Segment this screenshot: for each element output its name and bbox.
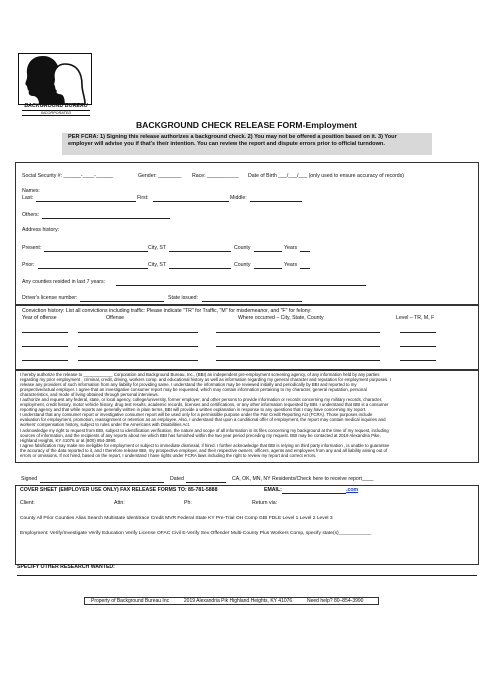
col-offense: Offense	[106, 315, 125, 321]
email-input[interactable]	[282, 493, 346, 494]
address-history-label: Address history:	[22, 227, 60, 233]
conviction-row-3-year[interactable]	[22, 360, 68, 361]
col-level: Level – TR, M, F	[396, 315, 435, 321]
other-names-input[interactable]	[42, 218, 170, 219]
date-input[interactable]	[186, 482, 226, 483]
authorization-line: employment, credit history, motor vehicle history, drug test results, academic records, licenses and certifications, or any other information requested by BBI. I understand that BBI is a consumer	[20, 402, 389, 408]
col-year-of-offense: Year of offense	[22, 315, 57, 321]
conviction-row-1-year[interactable]	[22, 332, 68, 333]
prior-address-label: Prior:	[22, 262, 35, 268]
authorization-line: Highland Heights, KY 41076 or at (800) 854-3990.	[20, 437, 117, 443]
state-issued-label: State issued:	[168, 295, 198, 301]
middle-name-label: Middle:	[230, 195, 247, 201]
prior-county-input[interactable]	[254, 268, 282, 269]
ssn-field[interactable]: Social Security #: ______-____-______	[22, 173, 114, 179]
first-name-label: First:	[137, 195, 149, 201]
present-years-input[interactable]	[300, 251, 310, 252]
authorization-line: errors or omissions. If not hired, based on the report, I understand I have rights under FCRA laws including the right to review my report and correct errors.	[20, 452, 317, 458]
dob-field[interactable]: Date of Birth ___/___/___ (only used to ensure accuracy of records)	[248, 173, 404, 179]
conviction-row-3-offense[interactable]	[78, 360, 198, 361]
conviction-row-1-offense[interactable]	[78, 332, 198, 333]
footer-bar	[84, 597, 379, 605]
cover-sheet-section	[15, 485, 479, 565]
state-issued-input[interactable]	[202, 301, 302, 302]
logo-mark	[18, 53, 92, 105]
authorization-line: characteristics, and mode of living obtained through personal interviews.	[20, 392, 159, 398]
authorization-line: release any providers of such information from any liability for providing same. I understand the information may be reviewed initially and periodically by BBI and reported to my	[20, 382, 357, 388]
names-label: Names:	[22, 188, 40, 194]
conviction-row-1-level[interactable]	[400, 332, 436, 333]
logo-name: BACKGROUND BUREAU	[24, 103, 88, 109]
fcra-notice-line1: PER FCRA: 1) Signing this release authorizes a background check. 2) You may not be offered a position based on it. 3) Your	[68, 134, 397, 140]
signed-label: Signed	[21, 476, 38, 482]
footer-property: Property of Background Bureau Inc	[91, 598, 170, 604]
present-years-label: Years	[284, 245, 298, 251]
authorization-text	[20, 372, 476, 458]
present-city-input[interactable]	[169, 251, 231, 252]
silhouette-faces-icon	[19, 54, 91, 104]
email-domain: .com	[346, 487, 359, 493]
signature-input[interactable]	[40, 482, 164, 483]
authorization-section	[15, 370, 479, 463]
prior-county-label: County	[234, 262, 251, 268]
authorization-line: regarding my prior employment , criminal, credit, driving, workers comp. and educational history as well as information regarding my general character and reputation for employment purposes. I	[20, 377, 391, 383]
email-label: EMAIL:	[264, 487, 282, 493]
counties-label: Any counties resided in last 7 years:	[22, 279, 106, 285]
prior-address-input[interactable]	[38, 268, 148, 269]
drivers-license-input[interactable]	[80, 301, 164, 302]
race-field[interactable]: Race: ___________	[192, 173, 239, 179]
prior-city-label: City, ST	[148, 262, 167, 268]
authorization-line: prospective/actual employer. I agree that an investigative consumer report may be requested, which may contain information pertaining to my character, general reputation, personal	[20, 387, 367, 393]
conviction-row-2-offense[interactable]	[78, 346, 198, 347]
counties-input[interactable]	[116, 285, 366, 286]
state-residents-checkbox[interactable]: CA, OK, MN, NY Residents/Check here to receive report____	[232, 476, 374, 482]
authorization-line: I authorize and request any federal, state, or local agency, college/university, former employer, and other persons to provide information or records concerning my military records, character,	[20, 397, 383, 403]
other-names-label: Others:	[22, 212, 40, 218]
cover-header: COVER SHEET (EMPLOYER USE ONLY) FAX RELEASE FORMS TO: 85-781-5888	[20, 487, 218, 493]
present-county-input[interactable]	[254, 251, 282, 252]
phone-label: Ph:	[184, 500, 192, 506]
fcra-notice	[62, 133, 432, 155]
conviction-row-3-level[interactable]	[400, 360, 436, 361]
personal-info-section	[15, 162, 479, 305]
authorization-line: workers' compensation history, subject to rules under the Americans with Disabilities Act.	[20, 422, 190, 428]
middle-name-input[interactable]	[250, 201, 302, 202]
present-address-input[interactable]	[44, 251, 148, 252]
form-title: BACKGROUND CHECK RELEASE FORM-Employment	[135, 120, 358, 130]
conviction-history-section	[15, 305, 479, 370]
conviction-row-2-year[interactable]	[22, 346, 68, 347]
authorization-line: I hereby authorize the release to ____________ Corporation and Background Bureau, Inc., (BBI) an independent pre-employment screening agency, of any information held by any parties	[20, 372, 380, 377]
service-options-row-2[interactable]: Employment: Verify/Investigate Verify Education Verify License OFAC Civil E-Verify Sex Offender Multi-County Plus Workers Comp, specify state(s)____________	[20, 531, 372, 536]
return-via-label: Return via:	[252, 500, 278, 506]
authorization-line: sources of information, and the recipients of any reports about me which BBI has furnished within the two year period preceding my request. BBI may be contacted at 2019 Alexandria Pike,	[20, 432, 381, 438]
fcra-notice-line2: employer will advise you if that's their intention. You can review the report and dispute errors prior to official turndown.	[68, 141, 385, 148]
other-research-input[interactable]	[17, 575, 477, 576]
gender-field[interactable]: Gender: ________	[138, 173, 182, 179]
dated-label: Dated	[170, 476, 184, 482]
authorization-line: evaluation for employment, promotion, reassignment or retention as an employee. Also, I understand that upon a conditional offer of employment, the report may contain medical inquiries and	[20, 417, 386, 423]
conviction-row-3-where[interactable]	[216, 360, 380, 361]
conviction-row-1-where[interactable]	[216, 332, 380, 333]
drivers-license-label: Driver's license number:	[22, 295, 78, 301]
prior-city-input[interactable]	[169, 268, 231, 269]
authorization-line: reporting agency and that while reports are generally written in plain terms, BBI will provide a written explanation in response to any questions that I may have concerning my report.	[20, 407, 367, 413]
present-county-label: County	[234, 245, 251, 251]
conviction-row-2-where[interactable]	[216, 346, 380, 347]
first-name-input[interactable]	[153, 201, 229, 202]
authorization-line: the accuracy of the data reported to it, and I therefore release BBI, my prospective employer, and their respective owners, officers, agents and employees from any and all liability arising out of	[20, 447, 388, 453]
service-options-row-1[interactable]: County All Prior Counties Alias Search Multistate Identitrace Credit MVR Federal State KY Pre-Trial OH Comp GBI FDLE Level 1 Level 2 Level 3	[20, 516, 333, 521]
present-address-label: Present:	[22, 245, 42, 251]
footer-help: Need help? 80–854-3990	[307, 598, 364, 604]
footer-address: 2019 Alexandria Pik Highland Heights, KY 41076	[183, 598, 293, 604]
conviction-header: Conviction history: List all convictions including traffic: Please indicate "TR" for Traffic, "M" for misdemeanor, and "F" for felony:	[22, 308, 312, 314]
authorization-line: I agree falsification may make me ineligible for employment or subject to immediate dismissal, if hired. I further acknowledge that BBI is relying on third party information , is unable to guarantee	[20, 442, 390, 448]
present-city-label: City, ST	[148, 245, 167, 251]
authorization-line: I acknowledge my right to request from BBI, subject to identification verification, the nature and scope of all information in its files concerning my background at the time of my request, including	[20, 427, 389, 433]
authorization-line: I understand that any consumer report or investigative consumer report will be used only for a permissible purpose under the Fair Credit Reporting Act (FCRA). Those purposes include	[20, 412, 373, 418]
specify-other-research-label: SPECIFY OTHER RESEARCH WANTED:	[17, 564, 115, 570]
prior-years-input[interactable]	[300, 268, 310, 269]
client-label: Client:	[20, 500, 35, 506]
logo-subtitle: INCORPORATED	[22, 110, 90, 116]
prior-years-label: Years	[284, 262, 298, 268]
last-name-label: Last:	[22, 195, 34, 201]
last-name-input[interactable]	[36, 201, 136, 202]
attn-label: Attn:	[114, 500, 125, 506]
conviction-row-2-level[interactable]	[400, 346, 436, 347]
col-where-occurred: Where occurred – City, State, County	[238, 315, 324, 321]
